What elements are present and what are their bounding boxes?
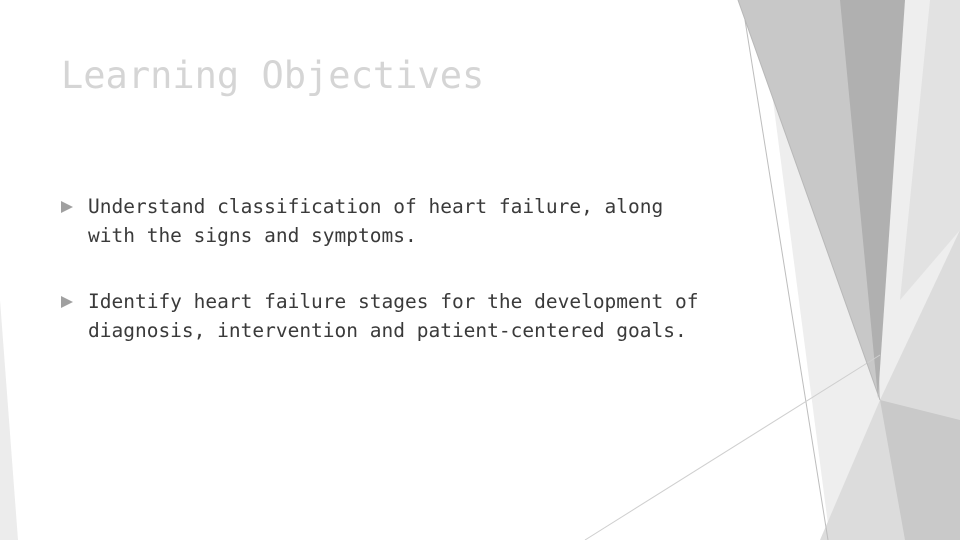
bullet-text: Understand classification of heart failure, along with the signs and symptoms. [88, 195, 664, 247]
objectives-list [60, 192, 720, 382]
triangle-right-icon [60, 200, 74, 214]
triangle-right-icon [60, 295, 74, 309]
slide-title: Learning Objectives [61, 54, 485, 97]
left-edge-facet [0, 300, 18, 540]
list-item [60, 192, 720, 250]
bullet-text: Identify heart failure stages for the development of diagnosis, intervention and patient-centered goals. [88, 290, 699, 342]
list-item [60, 287, 720, 345]
